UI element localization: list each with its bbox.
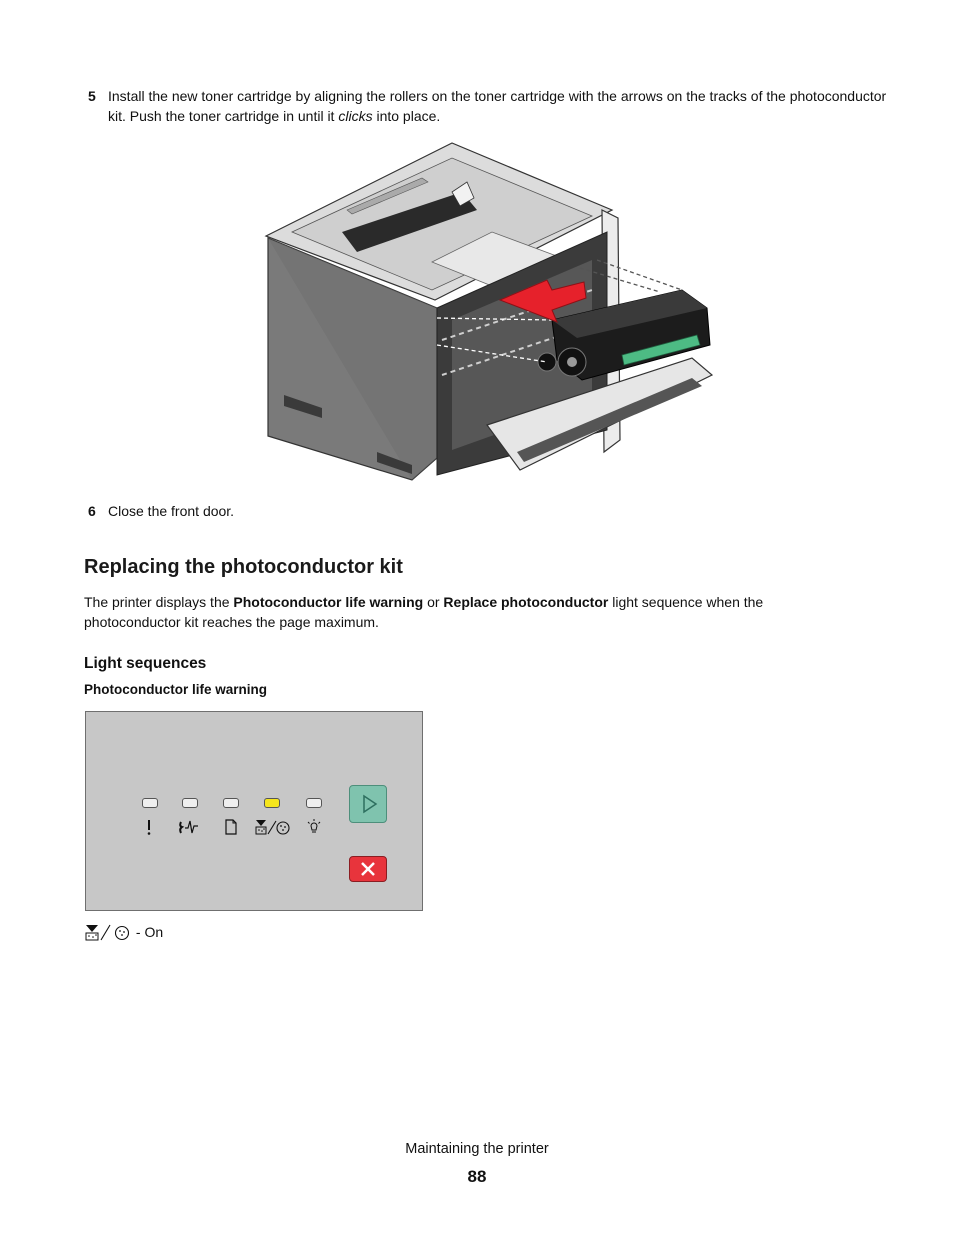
toner-photoconductor-icon [254, 818, 292, 836]
light-legend [84, 922, 163, 942]
led-paper-jam [182, 798, 198, 808]
load-paper-icon [224, 818, 238, 836]
led-ready [306, 798, 322, 808]
led-error [142, 798, 158, 808]
close-icon [350, 857, 386, 881]
step-text: Install the new toner cartridge by aligning the rollers on the toner cartridge with the arrows on the tracks of the photoconductor kit. Push the toner cartridge in until it clicks into place. [108, 88, 887, 124]
step-text: Close the front door. [108, 503, 235, 519]
subheading-light-sequences: Light sequences [84, 655, 207, 672]
paper-jam-icon [178, 818, 200, 836]
step-number: 6 [88, 503, 96, 519]
section-intro: The printer displays the Photoconductor life warning or Replace photoconductor light sequence when the photoconductor kit reaches the page maximum. [84, 594, 764, 630]
cancel-button[interactable] [349, 856, 387, 882]
error-exclamation-icon [142, 818, 156, 836]
printer-control-panel [85, 711, 423, 911]
led-load-paper [223, 798, 239, 808]
subheading-photoconductor-life-warning: Photoconductor life warning [84, 682, 267, 697]
section-title: Replacing the photoconductor kit [84, 556, 403, 578]
footer-chapter-title: Maintaining the printer [405, 1141, 549, 1157]
printer-toner-install-illustration [262, 140, 720, 490]
ready-icon [306, 818, 322, 836]
toner-photoconductor-icon [84, 922, 132, 942]
led-toner-photoconductor [264, 798, 280, 808]
step-number: 5 [88, 88, 96, 104]
page-number: 88 [467, 1167, 487, 1186]
go-button[interactable] [349, 785, 387, 823]
play-icon [350, 786, 386, 822]
legend-text: - On [132, 924, 164, 940]
